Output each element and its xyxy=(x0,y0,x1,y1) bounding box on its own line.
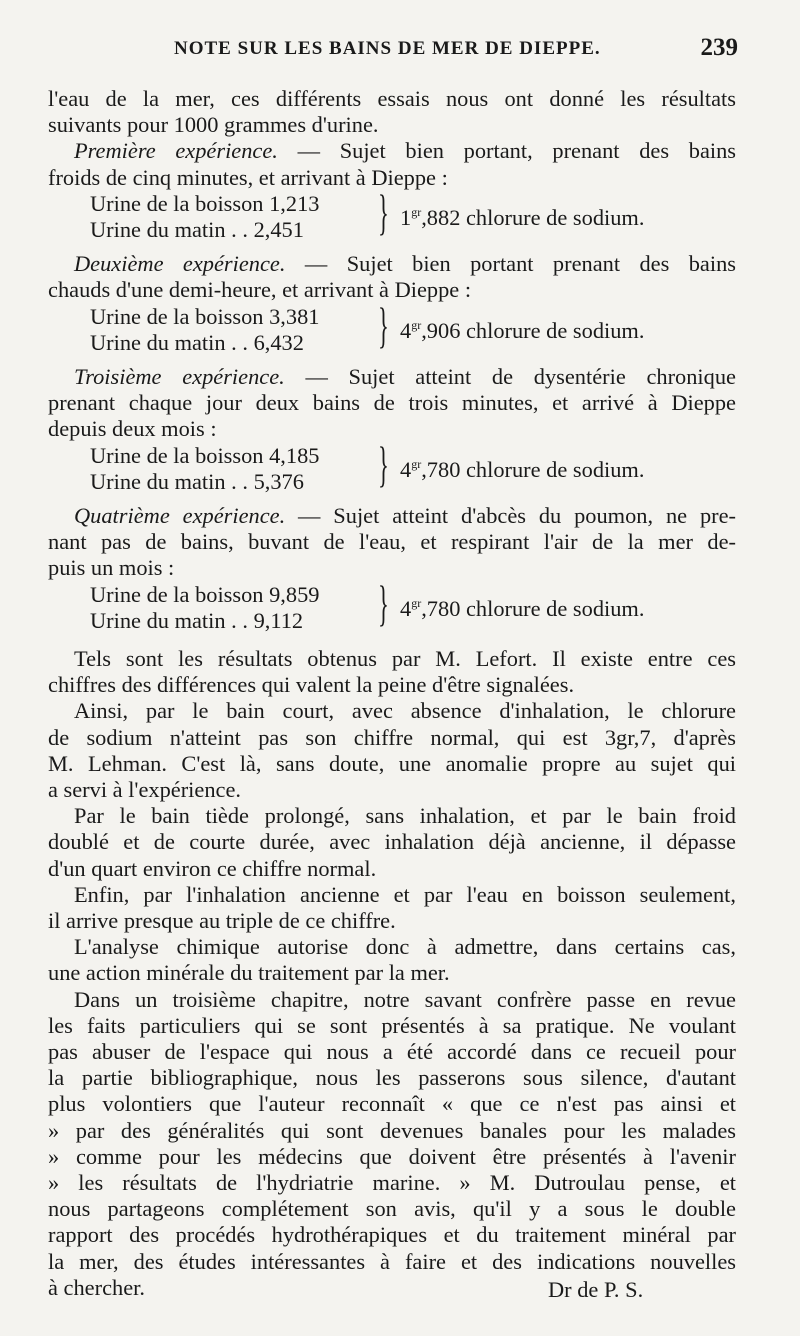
experiment-heading xyxy=(74,503,736,529)
paragraph-line: » comme pour les médecins que doivent être présentés à l'avenir xyxy=(48,1143,736,1169)
paragraph-line: » les résultats de l'hydriatrie marine. » M. Dutroulau pense, et xyxy=(48,1170,736,1195)
experiment-description-line: puis un mois : xyxy=(48,555,175,581)
urine-label: Urine de la boisson xyxy=(90,442,264,468)
urine-row xyxy=(90,304,320,330)
experiment-description: — Sujet bien portant prenant des bains xyxy=(285,251,736,277)
result-text: ,780 chlorure de sodium. xyxy=(421,595,645,621)
signature: Dr de P. S. xyxy=(548,1276,644,1302)
paragraph-line: de sodium n'atteint pas son chiffre normal, qui est 3gr,7, d'après xyxy=(48,724,736,750)
experiment-description: — Sujet atteint de dysentérie chronique xyxy=(284,364,736,389)
urine-row xyxy=(90,443,320,469)
result-text: ,882 chlorure de sodium. xyxy=(421,204,645,230)
brace: } xyxy=(378,296,389,353)
urine-value: 6,432 xyxy=(253,329,304,355)
experiment-description-line: nant pas de bains, buvant de l'eau, et respirant l'air de la mer de- xyxy=(48,529,736,555)
brace: } xyxy=(378,574,389,631)
result-grams: 1 xyxy=(400,204,412,230)
result-text: ,780 chlorure de sodium. xyxy=(421,456,645,482)
paragraph-line: plus volontiers que l'auteur reconnaît « que ce n'est pas ainsi et xyxy=(48,1091,736,1117)
page-number: 239 xyxy=(700,34,738,61)
urine-value: 2,451 xyxy=(253,217,304,242)
urine-label: Urine du matin . . xyxy=(90,607,248,633)
experiment-description: — Sujet bien portant, prenant des bains xyxy=(277,138,737,164)
paragraph-line: nous partageons complétement son avis, qu'il y a sous le double xyxy=(48,1196,736,1222)
urine-label: Urine de la boisson xyxy=(90,190,264,216)
result-unit: gr xyxy=(411,204,422,219)
experiment-title: Deuxième expérience. xyxy=(74,251,286,277)
urine-value: 9,112 xyxy=(253,607,304,633)
paragraph-line: M. Lehman. C'est là, sans doute, une anomalie propre au sujet qui xyxy=(48,750,736,776)
urine-row xyxy=(90,191,320,217)
urine-value: 1,213 xyxy=(269,190,320,216)
running-title: NOTE SUR LES BAINS DE MER DE DIEPPE. xyxy=(174,38,601,59)
intro-line: suivants pour 1000 grammes d'urine. xyxy=(48,112,379,138)
urine-value: 3,381 xyxy=(269,303,320,329)
urine-row xyxy=(90,469,304,495)
result-grams: 4 xyxy=(400,456,412,482)
paragraph-line: pas abuser de l'espace qui nous a été accordé dans ce recueil pour xyxy=(48,1039,736,1064)
urine-value: 4,185 xyxy=(269,442,320,468)
paragraph-line: doublé et de courte durée, avec inhalation déjà ancienne, il dépasse xyxy=(48,829,736,855)
paragraph-line: d'un quart environ ce chiffre normal. xyxy=(48,855,377,881)
urine-label: Urine de la boisson xyxy=(90,581,264,607)
paragraph-line: Enfin, par l'inhalation ancienne et par l'eau en boisson seulement, xyxy=(74,881,736,907)
result-text: ,906 chlorure de sodium. xyxy=(421,317,645,343)
paragraph-line: Ainsi, par le bain court, avec absence d'inhalation, le chlorure xyxy=(74,698,736,724)
experiment-description-line: prenant chaque jour deux bains de trois minutes, et arrivé à Dieppe xyxy=(48,390,736,416)
experiment-description-line: depuis deux mois : xyxy=(48,416,217,442)
paragraph-line: une action minérale du traitement par la mer. xyxy=(48,960,450,986)
brace: } xyxy=(378,183,389,240)
experiment-heading xyxy=(74,251,736,277)
experiment-title: Première expérience. xyxy=(74,138,278,164)
paragraph-line: les faits particuliers qui se sont présentés à sa pratique. Ne voulant xyxy=(48,1012,736,1038)
paragraph-line: la mer, des études intéressantes à faire et des indications nouvelles xyxy=(48,1248,736,1274)
result-grams: 4 xyxy=(400,595,412,621)
paragraph-line: Dans un troisième chapitre, notre savant confrère passe en revue xyxy=(74,986,736,1012)
result-grams: 4 xyxy=(400,317,412,343)
experiment-result xyxy=(400,318,644,344)
urine-label: Urine du matin . . xyxy=(90,217,248,242)
paragraph-line: a servi à l'expérience. xyxy=(48,777,241,802)
paragraph-line: la partie bibliographique, nous les passerons sous silence, d'autant xyxy=(48,1065,736,1091)
result-unit: gr xyxy=(411,456,422,471)
paragraph-line: L'analyse chimique autorise donc à admettre, dans certains cas, xyxy=(74,934,736,960)
paragraph-line: à chercher. xyxy=(48,1274,145,1300)
experiment-description-line: chauds d'une demi-heure, et arrivant à Dieppe : xyxy=(48,277,472,303)
intro-line: l'eau de la mer, ces différents essais nous ont donné les résultats xyxy=(48,86,736,111)
brace: } xyxy=(378,435,389,492)
urine-row xyxy=(90,217,304,243)
urine-label: Urine du matin . . xyxy=(90,329,248,355)
paragraph-line: rapport des procédés hydrothérapiques et du traitement minéral par xyxy=(48,1222,736,1248)
experiment-heading xyxy=(74,138,736,164)
paragraph-line: Par le bain tiède prolongé, sans inhalation, et par le bain froid xyxy=(74,803,736,829)
urine-row xyxy=(90,330,304,356)
urine-label: Urine du matin . . xyxy=(90,468,248,494)
experiment-heading xyxy=(74,364,736,390)
experiment-title: Quatrième expérience. xyxy=(74,503,286,528)
experiment-description: — Sujet atteint d'abcès du poumon, ne pre- xyxy=(285,503,736,528)
experiment-description-line: froids de cinq minutes, et arrivant à Dieppe : xyxy=(48,164,448,190)
paragraph-line: Tels sont les résultats obtenus par M. Lefort. Il existe entre ces xyxy=(74,646,736,671)
urine-row xyxy=(90,582,320,608)
urine-row xyxy=(90,608,303,634)
experiment-result xyxy=(400,457,644,483)
paragraph-line: » par des généralités qui sont devenues banales pour les malades xyxy=(48,1117,736,1143)
urine-value: 9,859 xyxy=(269,581,320,607)
urine-value: 5,376 xyxy=(253,468,304,494)
paragraph-line: il arrive presque au triple de ce chiffre. xyxy=(48,908,396,933)
experiment-result xyxy=(400,205,644,231)
urine-label: Urine de la boisson xyxy=(90,303,264,329)
result-unit: gr xyxy=(411,595,422,610)
paragraph-line: chiffres des différences qui valent la peine d'être signalées. xyxy=(48,672,575,698)
running-header xyxy=(40,34,738,68)
experiment-title: Troisième expérience. xyxy=(74,364,285,389)
result-unit: gr xyxy=(411,317,422,332)
experiment-result xyxy=(400,596,644,622)
